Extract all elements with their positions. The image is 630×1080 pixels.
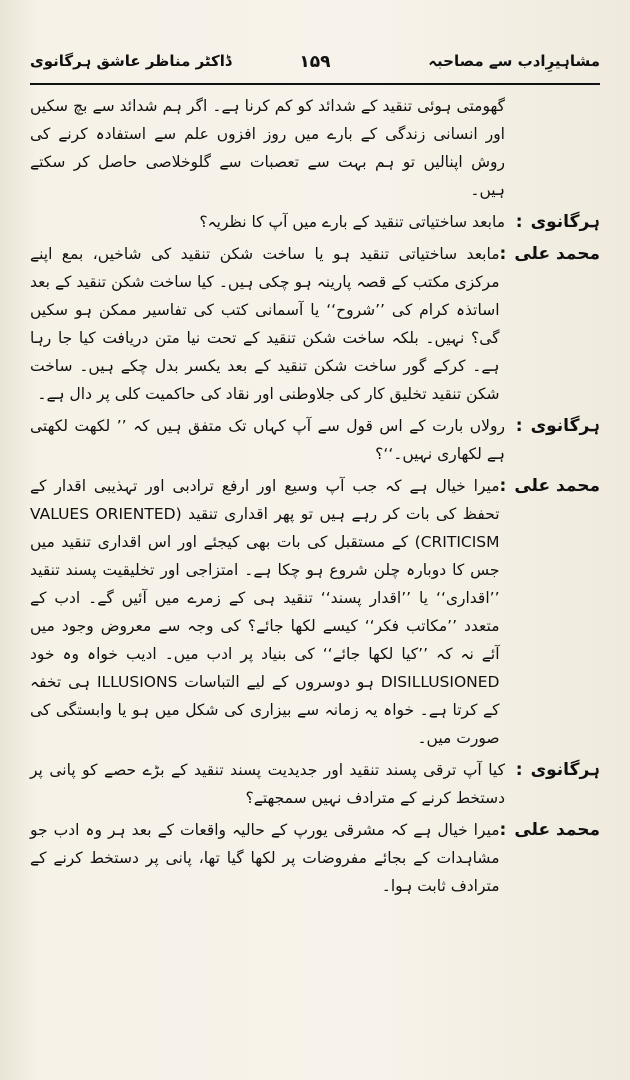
speaker-label: محمد علی: [499, 244, 600, 264]
question [30, 208, 600, 236]
answer-text: میرا خیال ہے کہ مشرقی یورپ کے حالیہ واقعات کے بعد ہر وہ ادب جو مشاہدات کے بجائے مفروضات پر لکھا گیا تھا، پانی پر دستخط کرنے کے مترادف ثابت ہوا۔ [30, 821, 500, 895]
paragraph-text: گھومتی ہوئی تنقید کے شدائد کو کم کرنا ہے۔ اگر ہم شدائد سے بچ سکیں اور انسانی زندگی کے بارے میں روز افزوں علم سے استفادہ کرنے کی روش اپنالیں تو ہم بہت سے تعصبات سے گلوخلاصی حاصل کر سکتے ہیں۔ [30, 97, 505, 199]
question-text: رولاں بارت کے اس قول سے آپ کہاں تک متفق ہیں کہ ’’ لکھت لکھتی ہے لکھاری نہیں۔‘‘؟ [30, 417, 505, 463]
book-title: مشاہیرِادب سے مصاحبہ [428, 52, 600, 70]
answer-text: مابعد ساختیاتی تنقید ہو یا ساخت شکن تنقید کی شاخیں، بمع اپنے مرکزی مکتب کے قصہ پارینہ ہو چکی ہیں۔ کیا ساخت شکن تنقید کے بعد اساتذہ کرام کی ’’شروح‘‘ یا آسمانی کتب کی تفاسیر ممکن ہو سکیں گی؟ نہیں۔ بلکہ ساخت شکن تنقید کے تحت نیا متن دریافت کیا جا رہا ہے۔ کرکے گور ساخت شکن تنقید کے بعد یکسر بدل چکے ہیں۔ ساخت شکن تنقید تخلیق کار کی جلاوطنی اور نقاد کی حاکمیت کلی پر دال ہے۔ [30, 245, 500, 403]
speaker-label: محمد علی: [499, 476, 600, 496]
author-name: ڈاکٹر مناظر عاشق ہرگانوی [30, 52, 232, 70]
answer [30, 472, 600, 752]
question [30, 412, 600, 468]
answer-text: میرا خیال ہے کہ جب آپ وسیع اور ارفع ترادبی اور تہذیبی اقدار کے تحفظ کی بات کر رہے ہیں تو پھر اقداری تنقید (VALUES ORIENTED CRITICISM) کے مستقبل کی بات بھی کیجئے اور اس اقداری تنقید میں جس کا دوبارہ چلن شروع ہو چکا ہے۔ امتزاجی اور تخلیقیت پسند تنقید ’’اقداری‘‘ یا ’’اقدار پسند‘‘ تنقید ہی کے زمرے میں آئیں گے۔ ادب کے متعدد ’’مکاتب فکر‘‘ کیسے لکھا جائے؟ کی وجہ سے معروض وجود میں آئے نہ کہ ’’کیا لکھا جائے‘‘ کی بنیاد پر ادب میں۔ ادیب خواہ وہ خود DISILLUSIONED ہو دوسروں کے لیے التباسات ILLUSIONS ہی تخفہ کے کرتا ہے۔ خواہ یہ زمانہ سے بیزاری کی شکل میں ہو یا وابستگی کی صورت میں۔ [30, 477, 500, 747]
answer [30, 816, 600, 900]
paragraph [30, 92, 600, 204]
speaker-label: محمد علی: [499, 820, 600, 840]
answer [30, 240, 600, 408]
question-text: مابعد ساختیاتی تنقید کے بارے میں آپ کا نظریہ؟ [199, 213, 505, 231]
speaker-label: ہرگانوی: [515, 416, 600, 436]
header-rule [30, 83, 600, 85]
page-header [30, 52, 600, 82]
page-number: ۱۵۹ [299, 52, 331, 72]
speaker-label: ہرگانوی: [515, 760, 600, 780]
question [30, 756, 600, 812]
speaker-label: ہرگانوی: [515, 212, 600, 232]
interview-body [30, 92, 600, 904]
question-text: کیا آپ ترقی پسند تنقید اور جدیدیت پسند تنقید کے بڑے حصے کو پانی پر دستخط کرنے کے مترادف نہیں سمجھتے؟ [30, 761, 505, 807]
